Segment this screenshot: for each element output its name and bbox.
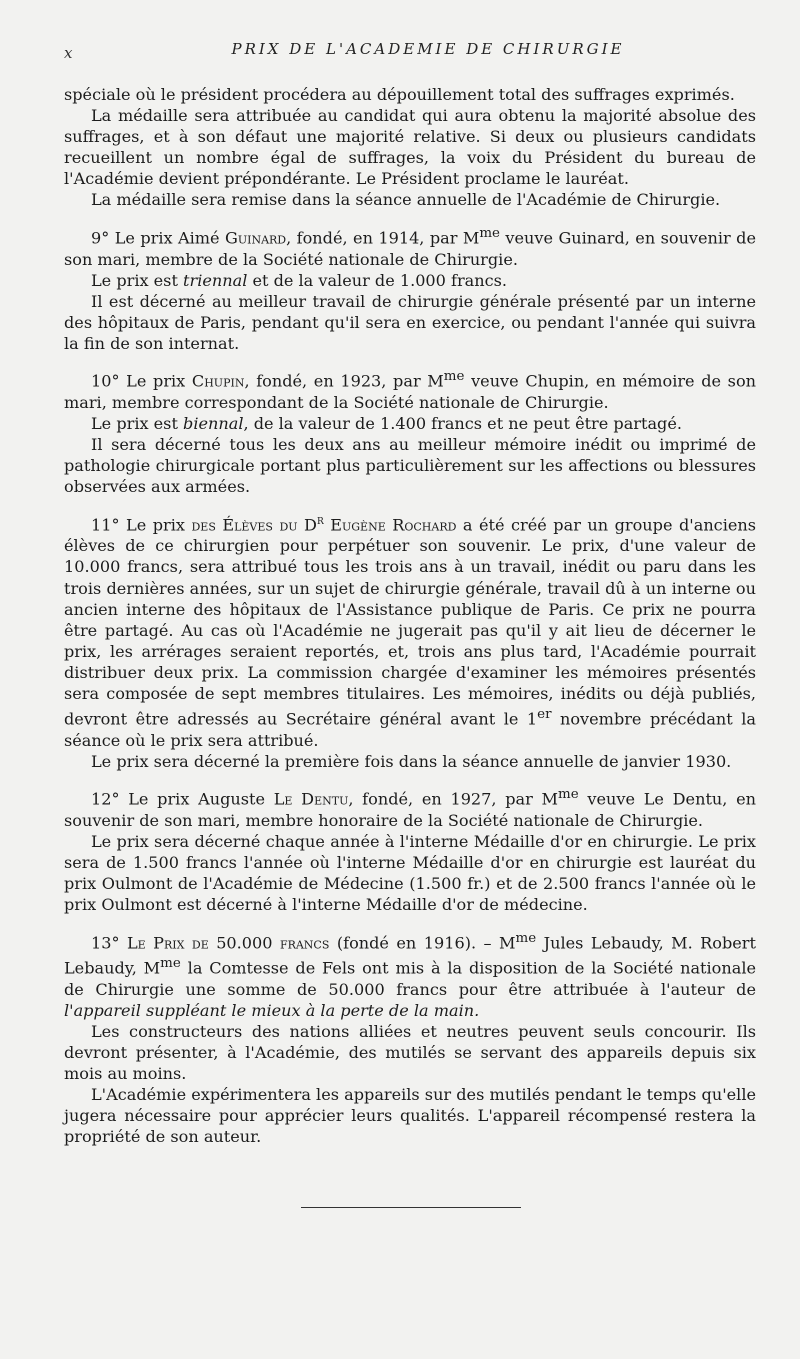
emphasis: l'appareil suppléant le mieux à la perte de la main. [64,1000,480,1020]
text-run: a été créé par un groupe d'anciens élèves de ce chirurgien pour perpétuer son souvenir. Le prix, d'une valeur de 10.000 francs, sera attribué tous les trois ans à un travail, inédit ou paru dans les trois dernières années, sur un sujet de chirurgie générale, travail dû à un interne ou ancien interne des hôpitaux de l'Assistance publique de Paris. Ce prix ne pourra être partagé. Au cas où l'Académie ne jugerait pas qu'il y ait lieu de décerner le prix, les arrérages seraient reportés, et, trois ans plus tard, l'Académie pourrait distribuer deux prix. La commission chargée d'examiner les mémoires présentés sera composée de sept membres titulaires. Les mémoires, inédits ou déjà publiés, devront être adressés au Secrétaire général avant le 1 [64,515,756,729]
superscript: me [479,226,500,242]
paragraph: Le prix sera décerné chaque année à l'interne Médaille d'or en chirurgie. Le prix sera de 1.500 francs l'année où l'interne Médaille d'or en chirurgie est lauréat du prix Oulmont de l'Académie de Médecine (1.500 fr.) et de 2.500 francs l'année où le prix Oulmont est décerné à l'interne Médaille d'or de médecine. [64,831,756,915]
prize-number: 11° Le prix [91,515,192,535]
text-run: veuve Chupin, en mémoire de son mari, membre correspondant de la Société nationale de Chirurgie. [64,371,756,412]
superscript: er [537,707,552,723]
paragraph: Il sera décerné tous les deux ans au meilleur mémoire inédit ou imprimé de pathologie chirurgicale portant plus particulièrement sur les affections ou blessures observées aux armées. [64,435,756,497]
paragraph: Le prix sera décerné la première fois dans la séance annuelle de janvier 1930. [91,751,732,771]
text-run: et de la valeur de 1.000 francs. [247,270,508,290]
page-number: x [64,44,73,62]
prize-number: 12° Le prix Auguste [91,789,274,809]
paragraph [64,784,756,831]
text-run: la Comtesse de Fels ont mis à la disposition de la Société nationale de Chirurgie une somme de 50.000 francs pour être attribuée à l'auteur de [64,958,756,999]
superscript: me [515,930,537,946]
paragraph: L'Académie expérimentera les appareils sur des mutilés pendant le temps qu'elle jugera nécessaire pour apprécier leurs qualités. L'appareil récompensé restera la propriété de son auteur. [64,1085,756,1147]
paragraph [64,366,756,413]
text-run: veuve Le Dentu, en souvenir de son mari, membre honoraire de la Société nationale de Chirurgie. [64,789,756,830]
text-run: veuve Guinard, en souvenir de son mari, membre de la Société nationale de Chirurgie. [64,228,757,269]
paragraph [64,223,756,270]
text-run: Jules Lebaudy, M. Robert Lebaudy, M [64,933,756,978]
paragraph: Il est décerné au meilleur travail de chirurgie générale présenté par un interne des hôpitaux de Paris, pendant qu'il sera en exercice, ou pendant l'année qui suivra la fin de son internat. [64,291,756,353]
document-body [64,84,756,1147]
prize-name: Le Dentu [273,789,349,809]
superscript: me [160,956,181,972]
superscript: me [558,787,579,803]
paragraph [64,510,756,751]
paragraph: spéciale où le président procédera au dépouillement total des suffrages exprimés. [64,85,735,104]
paragraph: Les constructeurs des nations alliées et neutres peuvent seuls concourir. Ils devront présenter, à l'Académie, des mutilés se servant des appareils depuis six mois au moins. [64,1021,756,1083]
paragraph [64,270,756,291]
text-run: novembre précédant la séance où le prix sera attribué. [64,709,756,750]
emphasis: biennal [183,414,244,434]
prize-13-section [64,928,756,1148]
end-rule [301,1207,521,1208]
prize-name: Eugène Rochard [323,515,457,535]
prize-name: Chupin [191,371,245,391]
page-header [64,40,752,70]
paragraph [64,413,756,434]
text-run: , fondé, en 1927, par M [348,789,559,809]
prize-12-section [64,784,756,915]
text-run: , fondé, en 1923, par M [244,371,444,391]
prize-name: des Élèves du D [191,515,317,535]
prize-11-section [64,510,756,772]
text-run: Le prix est [91,414,184,434]
superscript: me [443,369,465,385]
superscript: r [316,512,324,528]
text-run: Le prix est [91,270,184,290]
prize-10-section [64,366,756,497]
prize-number: 9° Le prix Aimé [91,228,225,248]
prize-9-section [64,223,756,354]
emphasis: triennal [183,270,248,290]
prize-name: Guinard [224,228,287,248]
paragraph [64,928,756,1021]
prize-name: Le Prix de 50.000 francs [126,933,330,953]
paragraph: La médaille sera attribuée au candidat qui aura obtenu la majorité absolue des suffrages, et à son défaut une majorité relative. Si deux ou plusieurs candidats recueillent un nombre égal de suffrages, la voix du Président du bureau de l'Académie devient prépondérante. Le Président proclame le lauréat. [64,106,756,189]
prize-number: 13° [91,933,127,953]
running-title: PRIX DE L'ACADEMIE DE CHIRURGIE [231,40,625,58]
paragraph: La médaille sera remise dans la séance annuelle de l'Académie de Chirurgie. [91,190,721,210]
text-run: (fondé en 1916). – M [329,933,516,953]
text-run: , fondé, en 1914, par M [286,228,480,248]
text-run: , de la valeur de 1.400 francs et ne peut être partagé. [243,414,682,434]
prize-number: 10° Le prix [91,371,192,391]
